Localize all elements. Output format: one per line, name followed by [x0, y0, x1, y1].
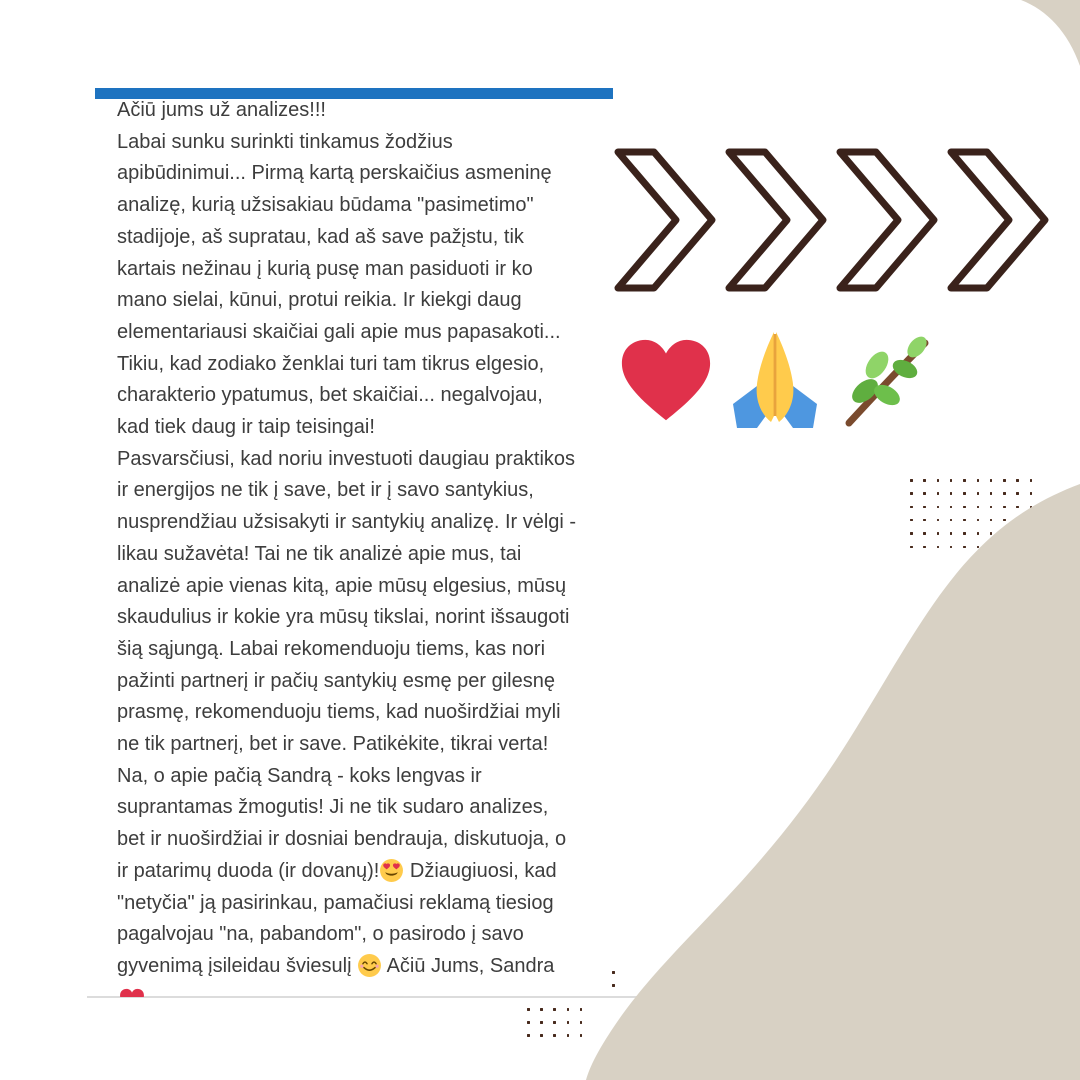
dot: [910, 546, 913, 549]
testimonial-line: "netyčia" ją pasirinkau, pamačiusi reklamą tiesiog: [117, 891, 554, 914]
dot: [923, 479, 926, 482]
dot: [580, 1021, 583, 1024]
dot: [567, 1034, 570, 1037]
testimonial-line: stadijoje, aš supratau, kad aš save pažįstu, tik: [117, 225, 524, 248]
testimonial-line: Tikiu, kad zodiako ženklai turi tam tikrus elgesio,: [117, 352, 545, 375]
dot: [950, 506, 953, 509]
testimonial-line: ir patarimų duoda (ir dovanų)! Džiaugiuosi, kad: [117, 859, 557, 882]
dot: [923, 492, 926, 495]
dot: [567, 1021, 570, 1024]
testimonial-line: bet ir nuoširdžiai ir dosniai bendrauja, diskutuoja, o: [117, 828, 567, 851]
dot: [977, 479, 980, 482]
dot: [1030, 546, 1033, 549]
testimonial-line: skaudulius ir kokie yra mūsų tikslai, norint išsaugoti: [117, 606, 570, 629]
testimonial-line: elementariausi skaičiai gali apie mus papasakoti...: [117, 320, 561, 343]
dot: [923, 532, 926, 535]
testimonial-line: ne tik partnerį, bet ir save. Patikėkite, tikrai verta!: [117, 733, 549, 756]
dot: [937, 492, 940, 495]
dot: [910, 532, 913, 535]
testimonial-line: pagalvojau "na, pabandom", o pasirodo į savo: [117, 923, 524, 946]
dot: [540, 1021, 543, 1024]
chevron-row: [612, 144, 1049, 296]
red-heart-emoji: [117, 987, 147, 997]
testimonial-line: likau sužavėta! Tai ne tik analizė apie mus, tai: [117, 542, 522, 565]
testimonial-line: Labai sunku surinkti tinkamus žodžius: [117, 130, 453, 153]
dot: [963, 519, 966, 522]
testimonial-line: Pasvarsčiusi, kad noriu investuoti daugiau praktikos: [117, 447, 576, 470]
dot: [910, 492, 913, 495]
dot: [553, 1034, 556, 1037]
dot: [527, 1034, 530, 1037]
dot: [580, 1008, 583, 1011]
testimonial-line: Ačiū jums už analizes!!!: [117, 99, 326, 121]
dot: [950, 519, 953, 522]
dot: [553, 1021, 556, 1024]
dot: [950, 479, 953, 482]
dot: [990, 479, 993, 482]
testimonial-line: analizę, kurią užsisakiau būdama "pasimetimo": [117, 194, 534, 217]
chevron-right-icon: [612, 144, 716, 296]
testimonial-line: šią sąjungą. Labai rekomenduoju tiems, kas nori: [117, 637, 546, 660]
testimonial-text: [117, 95, 677, 997]
dot: [937, 506, 940, 509]
dot: [1003, 532, 1006, 535]
dot: [1030, 479, 1033, 482]
dot: [963, 492, 966, 495]
dot: [1016, 532, 1019, 535]
testimonial-line: pažinti partnerį ir pačių santykių esmę per gilesnę: [117, 669, 555, 692]
testimonial-line: charakterio ypatumus, bet skaičiai... negalvojau,: [117, 384, 543, 407]
dot: [977, 519, 980, 522]
dot: [963, 532, 966, 535]
dot: [937, 479, 940, 482]
red-heart-emoji: [117, 986, 147, 997]
testimonial-line: analizė apie vienas kitą, apie mūsų elgesius, mūsų: [117, 574, 567, 597]
dot: [977, 532, 980, 535]
dot: [580, 1034, 583, 1037]
dot: [963, 546, 966, 549]
testimonial-line: gyvenimą įsileidau šviesulį Ačiū Jums, Sandra: [117, 954, 555, 977]
dot: [977, 546, 980, 549]
dot: [910, 479, 913, 482]
testimonial-line: apibūdinimui... Pirmą kartą perskaičius asmeninę: [117, 162, 552, 185]
testimonial-line: Na, o apie pačią Sandrą - koks lengvas ir: [117, 764, 482, 787]
dot: [990, 519, 993, 522]
testimonial-line: kartais nežinau į kurią pusę man pasiduoti ir ko: [117, 257, 533, 280]
emoji-row: [617, 328, 935, 434]
dot: [990, 546, 993, 549]
dot: [1030, 506, 1033, 509]
dot-grid-bottom: [527, 1008, 597, 1050]
testimonial-line: [117, 983, 677, 997]
smiling-face-emoji: [357, 953, 382, 978]
smiling-face-emoji: [357, 955, 382, 977]
dot: [977, 492, 980, 495]
dot: [1030, 519, 1033, 522]
heart-eyes-emoji: [379, 860, 404, 882]
testimonial-line: suprantamas žmogutis! Ji ne tik sudaro analizes,: [117, 796, 549, 819]
dot: [1030, 532, 1033, 535]
dot: [1003, 492, 1006, 495]
dot: [923, 506, 926, 509]
dot: [1016, 519, 1019, 522]
folded-hands-emoji: [725, 328, 825, 434]
dot: [540, 1034, 543, 1037]
dot: [910, 519, 913, 522]
dot: [977, 506, 980, 509]
testimonial-line: kad tiek daug ir taip teisingai!: [117, 416, 375, 439]
dot: [937, 519, 940, 522]
dot: [1030, 492, 1033, 495]
dot: [923, 546, 926, 549]
dot: [1003, 479, 1006, 482]
dot: [990, 492, 993, 495]
dot: [950, 546, 953, 549]
beige-corner-shape: [1021, 0, 1080, 66]
testimonial-line: nusprendžiau užsisakyti ir santykių analizę. Ir vėlgi -: [117, 511, 577, 534]
red-heart-emoji: [617, 335, 715, 427]
dot-grid-top-right: [910, 479, 1045, 561]
dot: [553, 1008, 556, 1011]
dot: [937, 532, 940, 535]
dot: [567, 1008, 570, 1011]
testimonial-line: prasmę, rekomenduoju tiems, kad nuoširdžiai myli: [117, 701, 561, 724]
testimonial-line: mano sielai, kūnui, protui reikia. Ir kiekgi daug: [117, 289, 522, 312]
heart-eyes-emoji: [379, 858, 404, 883]
dot: [910, 506, 913, 509]
dot: [527, 1021, 530, 1024]
dot: [1016, 492, 1019, 495]
dot: [963, 479, 966, 482]
dot: [923, 519, 926, 522]
dot: [990, 506, 993, 509]
chevron-right-icon: [945, 144, 1049, 296]
dot: [1016, 479, 1019, 482]
dot: [963, 506, 966, 509]
dot: [937, 546, 940, 549]
dot: [990, 532, 993, 535]
herb-emoji: [835, 331, 935, 431]
dot: [527, 1008, 530, 1011]
dot: [1016, 546, 1019, 549]
dot: [1003, 546, 1006, 549]
chevron-right-icon: [723, 144, 827, 296]
dot: [950, 532, 953, 535]
chevron-right-icon: [834, 144, 938, 296]
dot: [540, 1008, 543, 1011]
testimonial-line: ir energijos ne tik į save, bet ir į savo santykius,: [117, 479, 534, 502]
dot: [1016, 506, 1019, 509]
dot: [1003, 519, 1006, 522]
dot: [950, 492, 953, 495]
dot: [1003, 506, 1006, 509]
